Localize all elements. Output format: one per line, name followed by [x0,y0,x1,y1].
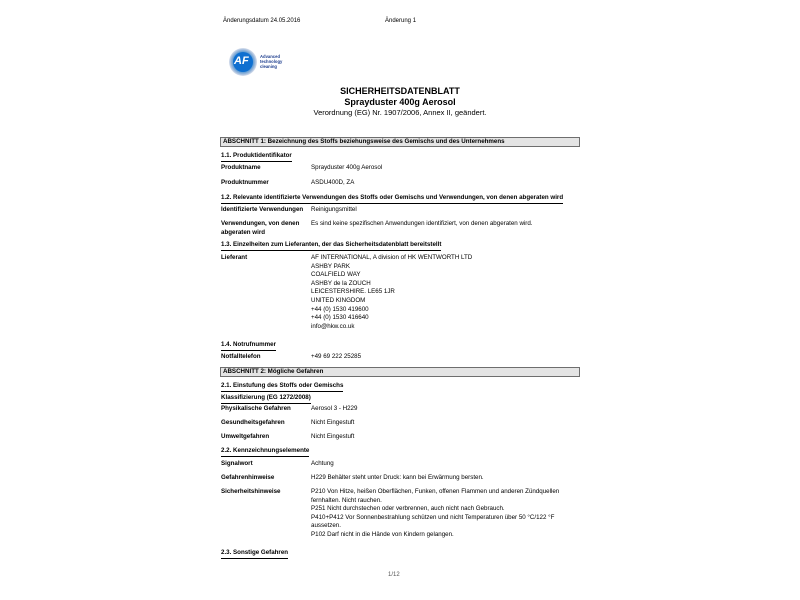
lieferant-line: LEICESTERSHIRE. LE65 1JR [311,288,395,296]
subsection-2-1: 2.1. Einstufung des Stoffs oder Gemischs [221,382,343,392]
sicher-line: P210 Von Hitze, heißen Oberflächen, Funken, offenen Flammen und anderen Zündquellen [311,488,560,495]
value-umwelt: Nicht Eingestuft [311,433,355,440]
label-produktname: Produktname [221,164,261,171]
company-logo [229,48,299,74]
lieferant-line: AF INTERNATIONAL, A division of HK WENTWORTH LTD [311,254,473,261]
lieferant-line: +44 (0) 1530 416640 [311,314,369,322]
label-abgeraten: Verwendungen, von denen abgeraten wird [221,220,300,236]
value-notfall: +49 69 222 25285 [311,353,362,360]
document-title-block [220,86,580,118]
value-produktname: Sprayduster 400g Aerosol [311,164,383,171]
subsection-2-3: 2.3. Sonstige Gefahren [221,549,288,559]
value-signal: Achtung [311,460,334,467]
value-gefahr: H229 Behälter steht unter Druck: kann bei Erwärmung bersten. [311,474,484,481]
page-number: 1/12 [388,572,400,578]
value-gesund: Nicht Eingestuft [311,419,355,426]
label-phys: Physikalische Gefahren [221,405,291,412]
lieferant-line: UNITED KINGDOM [311,296,366,304]
revision-number: Änderung 1 [385,18,417,24]
lieferant-email[interactable]: info@hkw.co.uk [311,322,355,330]
value-sicher [311,488,579,540]
subsection-2-2: 2.2. Kennzeichnungselemente [221,447,309,457]
section-1-heading: ABSCHNITT 1: Bezeichnung des Stoffs beziehungsweise des Gemischs und des Unternehmens [220,137,580,147]
label-produktnummer: Produktnummer [221,179,269,186]
subsection-1-3: 1.3. Einzelheiten zum Lieferanten, der das Sicherheitsdatenblatt bereitstellt [221,241,441,251]
label-gefahr: Gefahrenhinweise [221,474,275,481]
revision-date: Änderungsdatum 24.05.2016 [223,18,301,24]
section-2-heading: ABSCHNITT 2: Mögliche Gefahren [220,367,580,377]
sicher-line: P102 Darf nicht in die Hände von Kindern gelangen. [311,530,454,538]
sicher-line: fernhalten. Nicht rauchen. [311,496,382,504]
logo-text: Advanced technology cleaning [260,54,283,69]
label-verwendungen: Identifizierte Verwendungen [221,206,304,213]
sicher-line: P251 Nicht durchstechen oder verbrennen, auch nicht nach Gebrauch. [311,505,505,513]
label-notfall: Notfalltelefon [221,353,261,360]
sicher-line: aussetzen. [311,522,341,530]
label-gesund: Gesundheitsgefahren [221,419,285,426]
value-verwendungen: Reinigungsmittel [311,206,357,213]
label-signal: Signalwort [221,460,253,467]
lieferant-line: COALFIELD WAY [311,271,361,279]
subsection-1-2: 1.2. Relevante identifizierte Verwendungen des Stoffs oder Gemischs und Verwendungen, von denen abgeraten wird [221,194,563,204]
label-umwelt: Umweltgefahren [221,433,270,440]
value-produktnummer: ASDU400D, ZA [311,179,355,186]
sicher-line: P410+P412 Vor Sonnenbestrahlung schützen und nicht Temperaturen über 50 °C/122 °F [311,513,555,521]
regulation-text: Verordnung (EG) Nr. 1907/2006, Annex II, geändert. [313,108,487,117]
logo-mark: AF [234,55,249,67]
lieferant-line: ASHBY PARK [311,262,350,270]
label-sicher: Sicherheitshinweise [221,488,281,495]
lieferant-line: +44 (0) 1530 419600 [311,305,369,313]
subsection-1-1: 1.1. Produktidentifikator [221,152,292,162]
classification-heading: Klassifizierung (EG 1272/2008) [221,394,311,404]
label-lieferant: Lieferant [221,254,248,261]
subsection-1-4: 1.4. Notrufnummer [221,341,276,351]
product-title: Sprayduster 400g Aerosol [344,97,456,107]
document-title: SICHERHEITSDATENBLATT [340,86,460,96]
value-lieferant [311,254,579,331]
value-phys: Aerosol 3 - H229 [311,405,358,412]
lieferant-line: ASHBY de la ZOUCH [311,279,371,287]
value-abgeraten: Es sind keine spezifischen Anwendungen identifiziert, von denen abgeraten wird. [311,220,533,227]
